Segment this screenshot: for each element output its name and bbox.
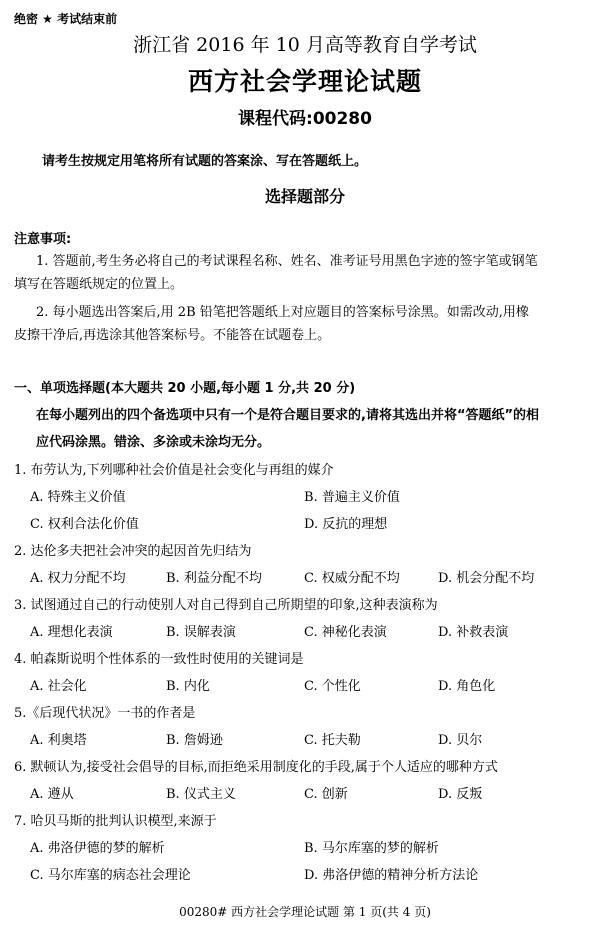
question-1-option-c: C. 权利合法化价值: [30, 517, 139, 532]
question-3-option-b: B. 误解表演: [166, 625, 236, 640]
page-footer: 00280# 西方社会学理论试题 第 1 页(共 4 页): [179, 905, 431, 919]
part1-desc-line-2: 应代码涂黑。错涂、多涂或未涂均无分。: [36, 435, 271, 450]
question-1-option-d: D. 反抗的理想: [304, 517, 388, 532]
part1-desc-line-1: 在每小题列出的四个备选项中只有一个是符合题目要求的,请将其选出并将“答题纸”的相: [36, 408, 540, 423]
question-5-option-d: D. 贝尔: [438, 733, 483, 748]
answer-instruction: 请考生按规定用笔将所有试题的答案涂、写在答题纸上。: [42, 154, 368, 169]
question-7-option-b: B. 马尔库塞的梦的解析: [304, 841, 439, 856]
question-2-option-a: A. 权力分配不均: [30, 571, 126, 586]
paper-title: 西方社会学理论试题: [187, 67, 422, 96]
question-5-stem: 5.《后现代状况》一书的作者是: [14, 706, 196, 721]
exam-title: 浙江省 2016 年 10 月高等教育自学考试: [133, 34, 477, 56]
question-2-option-b: B. 利益分配不均: [166, 571, 262, 586]
notes-heading: 注意事项:: [14, 232, 72, 247]
question-6-option-a: A. 遵从: [30, 787, 74, 802]
confidential-label: 绝密 ★ 考试结束前: [14, 12, 118, 26]
question-5-option-c: C. 托夫勒: [304, 733, 361, 748]
note-2-line-1: 2. 每小题选出答案后,用 2B 铅笔把答题纸上对应题目的答案标号涂黑。如需改动,用橡: [36, 305, 529, 320]
note-2-line-2: 皮擦干净后,再选涂其他答案标号。不能答在试题卷上。: [14, 328, 331, 343]
question-4-option-d: D. 角色化: [438, 679, 496, 694]
question-7-option-c: C. 马尔库塞的病态社会理论: [30, 868, 191, 883]
question-7-option-a: A. 弗洛伊德的梦的解析: [30, 841, 165, 856]
course-code: 课程代码:00280: [238, 109, 372, 129]
question-3-option-d: D. 补救表演: [438, 625, 509, 640]
question-3-stem: 3. 试图通过自己的行动使别人对自己得到自己所期望的印象,这种表演称为: [14, 598, 438, 613]
question-7-option-d: D. 弗洛伊德的精神分析方法论: [304, 868, 479, 883]
section-title: 选择题部分: [264, 187, 345, 206]
question-2-stem: 2. 达伦多夫把社会冲突的起因首先归结为: [14, 544, 252, 559]
question-3-option-a: A. 理想化表演: [30, 625, 113, 640]
question-1-option-b: B. 普遍主义价值: [304, 490, 400, 505]
question-4-option-b: B. 内化: [166, 679, 210, 694]
question-4-option-c: C. 个性化: [304, 679, 361, 694]
part1-heading: 一、单项选择题(本大题共 20 小题,每小题 1 分,共 20 分): [14, 381, 356, 396]
question-4-option-a: A. 社会化: [30, 679, 87, 694]
question-5-option-a: A. 利奥塔: [30, 733, 87, 748]
question-4-stem: 4. 帕森斯说明个性体系的一致性时使用的关键词是: [14, 652, 304, 667]
question-6-option-d: D. 反叛: [438, 787, 483, 802]
note-1-line-2: 填写在答题纸规定的位置上。: [14, 277, 184, 292]
question-6-option-c: C. 创新: [304, 787, 348, 802]
note-1-line-1: 1. 答题前,考生务必将自己的考试课程名称、姓名、准考证号用黑色字迹的签字笔或钢笔: [36, 254, 538, 269]
question-1-option-a: A. 特殊主义价值: [30, 490, 126, 505]
question-5-option-b: B. 詹姆逊: [166, 733, 223, 748]
question-6-option-b: B. 仪式主义: [166, 787, 236, 802]
question-2-option-d: D. 机会分配不均: [438, 571, 535, 586]
question-2-option-c: C. 权威分配不均: [304, 571, 400, 586]
question-3-option-c: C. 神秘化表演: [304, 625, 387, 640]
question-7-stem: 7. 哈贝马斯的批判认识模型,来源于: [14, 814, 217, 829]
question-1-stem: 1. 布劳认为,下列哪种社会价值是社会变化与再组的媒介: [14, 463, 334, 478]
question-6-stem: 6. 默顿认为,接受社会倡导的目标,而拒绝采用制度化的手段,属于个人适应的哪种方式: [14, 760, 498, 775]
